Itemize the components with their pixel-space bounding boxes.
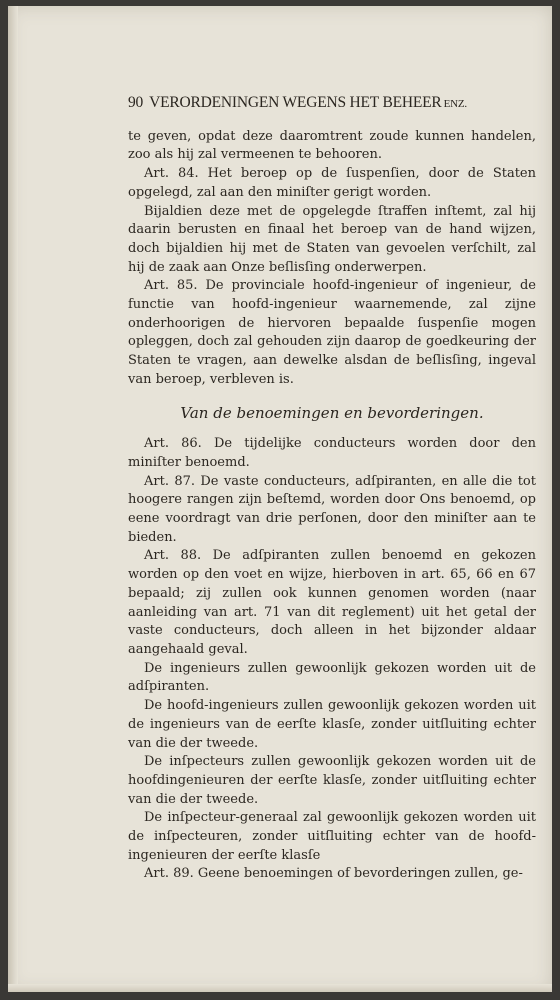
page-number: 90 bbox=[128, 94, 144, 111]
running-head-title: VERORDENINGEN WEGENS HET BEHEER bbox=[149, 94, 442, 111]
paragraph-art-88: Art. 88. De adſpiranten zullen benoemd en gekozen worden op den voet en wijze, hierboven in art. 65, 66 en 67 bepaald; zij zullen ook kunnen genomen worden (naar aanleiding van art. 71 van dit reglement) uit het getal der vaste conducteurs, doch alleen in het bijzonder aldaar aangehaald geval. bbox=[128, 548, 536, 657]
page-spine-shadow bbox=[8, 6, 18, 992]
paragraph: De inſpecteur-generaal zal gewoonlijk gekozen worden uit de inſpecteuren, zonder uitſluiting echter van de hoofd-ingenieuren der eerſte klasſe bbox=[128, 810, 536, 863]
paragraph-art-84: Art. 84. Het beroep op de ſuspenſien, door de Staten opgelegd, zal aan den miniſter gerigt worden. bbox=[128, 166, 536, 200]
paragraph-art-85: Art. 85. De provinciale hoofd-ingenieur of ingenieur, de functie van hoofd-ingenieur waarnemende, zal zijne onderhoorigen de hiervoren bepaalde ſuspenſie mogen opleggen, doch zal gehouden zijn daarop de goedkeuring der Staten te vragen, aan dewelke alsdan de beſlisſing, ingeval van beroep, verbleven is. bbox=[128, 278, 536, 387]
running-head-suffix: ENZ. bbox=[443, 98, 467, 110]
book-page bbox=[8, 6, 552, 992]
page-bottom-edge bbox=[8, 984, 552, 992]
paragraph: De inſpecteurs zullen gewoonlijk gekozen worden uit de hoofdingenieuren der eerſte klasſe, zonder uitſluiting echter van die der tweede. bbox=[128, 754, 536, 807]
paragraph: De ingenieurs zullen gewoonlijk gekozen worden uit de adſpiranten. bbox=[128, 660, 536, 695]
paragraph-art-87: Art. 87. De vaste conducteurs, adſpiranten, en alle die tot hoogere rangen zijn beſtemd, worden door Ons benoemd, op eene voordragt van drie perſonen, door den miniſter aan te bieden. bbox=[128, 473, 536, 545]
paragraph: te geven, opdat deze daaromtrent zoude kunnen handelen, zoo als hij zal vermeenen te behooren. bbox=[128, 128, 536, 163]
text-block bbox=[128, 94, 536, 884]
paragraph-art-86: Art. 86. De tijdelijke conducteurs worden door den miniſter benoemd. bbox=[128, 436, 536, 470]
paragraph: Bijaldien deze met de opgelegde ſtraffen inſtemt, zal hij daarin berusten en finaal het beroep van de hand wijzen, doch bijaldien hij met de Staten van gevoelen verſchilt, zal hij de zaak aan Onze beſlisſing onderwerpen. bbox=[128, 203, 536, 275]
section-title: Van de benoemingen en bevorderingen. bbox=[180, 403, 484, 422]
paragraph-art-89: Art. 89. Geene benoemingen of bevorderingen zullen, ge- bbox=[144, 866, 523, 882]
paragraph: De hoofd-ingenieurs zullen gewoonlijk gekozen worden uit de ingenieurs van de eerſte klasſe, zonder uitſluiting echter van die der tweede. bbox=[128, 698, 536, 751]
running-head bbox=[128, 94, 536, 114]
